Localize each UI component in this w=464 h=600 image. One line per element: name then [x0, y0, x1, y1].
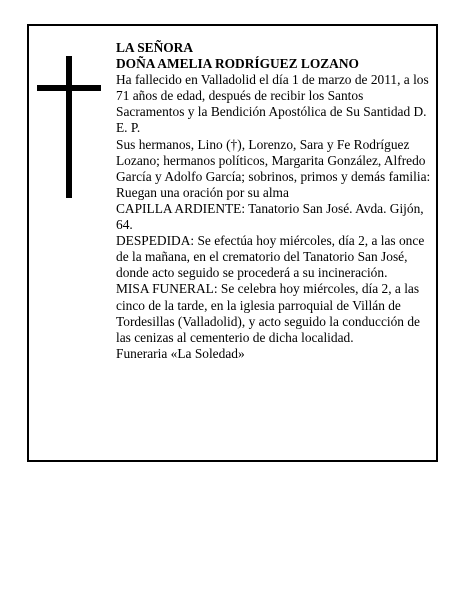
- funeral-home: Funeraria «La Soledad»: [116, 345, 245, 361]
- deceased-name: DOÑA AMELIA RODRÍGUEZ LOZANO: [116, 56, 359, 72]
- latin-cross-icon: [37, 56, 101, 198]
- death-announcement: Ha fallecido en Valladolid el día 1 de marzo de 2011, a los 71 años de edad, después de recibir los Santos Sacramentos y la Bendición Apostólica de Su Santidad D. E. P.: [116, 72, 429, 136]
- funeral-mass-info: MISA FUNERAL: Se celebra hoy miércoles, día 2, a las cinco de la tarde, en la iglesia parroquial de Villán de Tordesillas (Valladolid), y acto seguido la conducción de las cenizas al cementerio de dicha localidad.: [116, 281, 420, 345]
- header-title: LA SEÑORA: [116, 40, 194, 55]
- cross-horizontal-bar: [37, 85, 101, 91]
- cross-vertical-bar: [66, 56, 72, 198]
- obituary-notice: [27, 24, 438, 462]
- notice-text: [116, 40, 434, 362]
- family-list: Sus hermanos, Lino (†), Lorenzo, Sara y Fe Rodríguez Lozano; hermanos políticos, Margarita González, Alfredo García y Adolfo García; sobrinos, primos y demás familia:: [116, 136, 431, 184]
- chapel-info: CAPILLA ARDIENTE: Tanatorio San José. Avda. Gijón, 64.: [116, 200, 424, 233]
- farewell-info: DESPEDIDA: Se efectúa hoy miércoles, día 2, a las once de la mañana, en el crematorio del Tanatorio San José, donde acto seguido se procederá a su incineración.: [116, 233, 425, 281]
- prayer-request: Ruegan una oración por su alma: [116, 184, 289, 200]
